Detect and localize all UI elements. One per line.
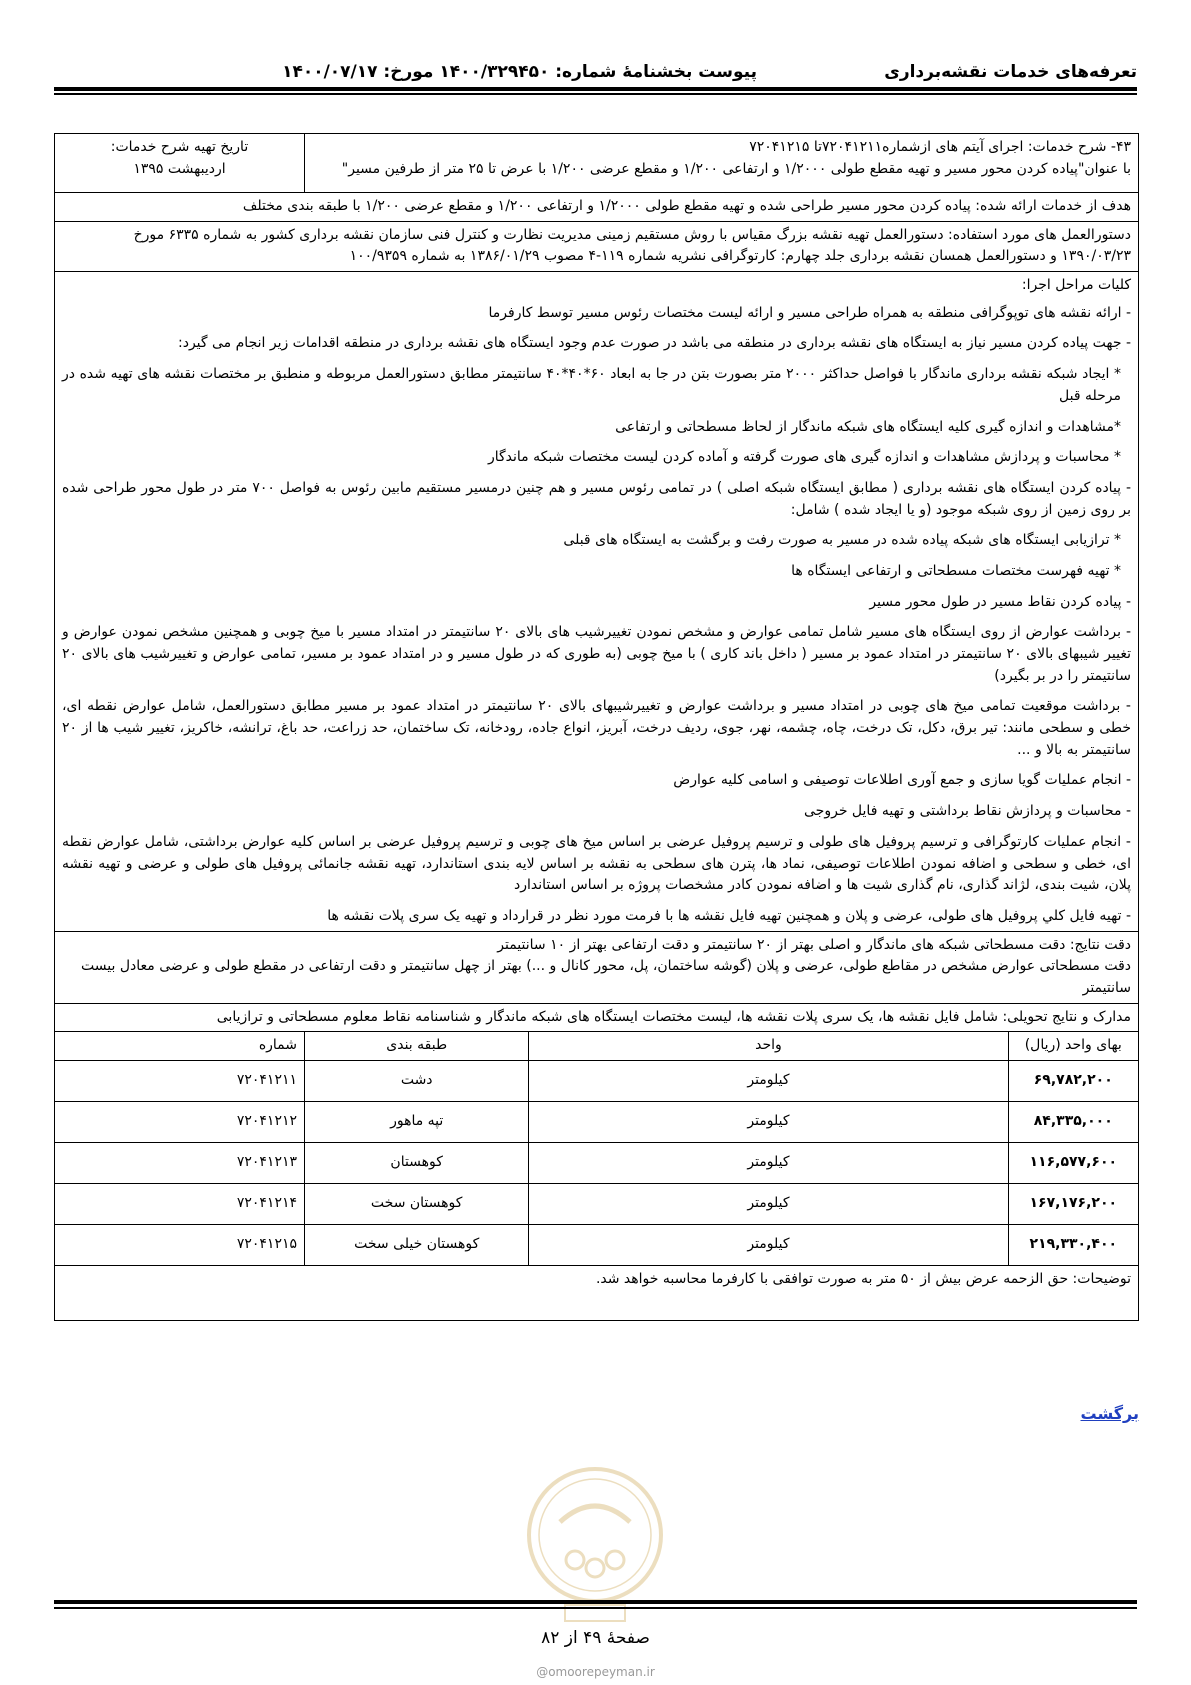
table-row [55,1143,1139,1184]
step-item: * تهیه فهرست مختصات مسطحاتی و ارتفاعی ایستگاه ها [791,562,1121,579]
unit: کیلومتر [529,1061,1008,1102]
rates-header-row [55,1032,1139,1061]
footer-rule-thin [54,1607,1137,1609]
step-item: - انجام عملیات کارتوگرافی و ترسیم پروفیل های طولی و ترسیم پروفیل عرضی بر اساس میخ های چوبی و ترسیم پروفیل عرضی بر اساس کلیه عوارض برداشتی، شامل عوارض نقطه ای، خطی و سطحی و اضافه نمودن اطلاعات توصیفی، نماد ها، پترن های سطحی به نقشه بر اساس لایه بندی استاندارد، تهیه نقشه جانمائی پروفیل های طولی و عرضی و تهیه نقشه پلان، شیت بندی، لژاند گذاری، نام گذاری شیت ها و اضافه نمودن کادر مشخصات پروژه بر اساس استاندارد [62,833,1131,894]
header-rule [54,87,1137,91]
unit: کیلومتر [529,1225,1008,1266]
service-goal: هدف از خدمات ارائه شده: پیاده کردن محور مسیر طراحی شده و تهیه مقطع طولی ۱/۲۰۰۰ و ارتفاعی ۱/۲۰۰ و مقطع عرضی ۱/۲۰۰ با طبقه بندی مختلف [55,193,1139,222]
category: تپه ماهور [305,1102,529,1143]
category: کوهستان [305,1143,529,1184]
header-unit: واحد [529,1032,1008,1061]
table-row [55,1184,1139,1225]
step-item: * ترازیابی ایستگاه های شبکه پیاده شده در مسیر به صورت رفت و برگشت به ایستگاه های قبلی [563,532,1121,549]
notes: توضیحات: حق الزحمه عرض بیش از ۵۰ متر به صورت توافقی با کارفرما محاسبه خواهد شد. [55,1266,1139,1321]
steps-row [55,272,1139,932]
step-item: - جهت پیاده کردن مسیر نیاز به ایستگاه های نقشه برداری در منطقه می باشد در صورت عدم وجود ایستگاه های نقشه برداری در منطقه اقدامات زیر انجام می گیرد: [178,335,1131,352]
step-item: - پیاده کردن ایستگاه های نقشه برداری ( مطابق ایستگاه شبکه اصلی ) در تمامی رئوس مسیر و هم چنین درمسیر مستقیم مابین رئوس به فواصل ۷۰۰ متر در طول محور طراحی شده بر روی زمین از روی شبکه موجود (و یا ایجاد شده ) شامل: [62,479,1131,518]
unit: کیلومتر [529,1184,1008,1225]
header-rule-thin [54,93,1137,95]
step-item: - برداشت موقعیت تمامی میخ های چوبی در امتداد مسیر و برداشت عوارض و تغییرشیبهای بالای ۲۰ سانتیمتر در امتداد عمود بر مسیر مطابق دستورالعمل، شامل عوارض نقطه ای، خطی و سطحی مانند: تیر برق، دکل، تک درخت، چاه، چشمه، نهر، جوی، ردیف درخت، آبریز، انواع جاده، رودخانه، تک ساختمان، حد زراعت، حد باغ، ترانشه، خاکریز، تغییر شیب ها از ۲۰ سانتیمتر به بالا و ... [62,698,1131,758]
service-table [54,133,1139,1321]
step-item: * محاسبات و پردازش مشاهدات و اندازه گیری های صورت گرفته و آماده کردن لیست مختصات شبکه ماندگار [487,449,1121,466]
item-number: ۷۲۰۴۱۲۱۱ [55,1061,305,1102]
unit: کیلومتر [529,1102,1008,1143]
header-number: شماره [55,1032,305,1061]
service-instructions: دستورالعمل های مورد استفاده: دستورالعمل تهیه نقشه بزرگ مقیاس با روش مستقیم زمینی مدیریت نظارت و کنترل فنی سازمان نقشه برداری کشور به شماره ۶۳۳۵ مورخ ۱۳۹۰/۰۳/۲۳ و دستورالعمل همسان نقشه برداری جلد چهارم: کارتوگرافی نشریه شماره ۱۱۹-۴ مصوب ۱۳۸۶/۰۱/۲۹ به شماره ۱۰۰/۹۳۵۹ [55,221,1139,271]
step-item: - پیاده کردن نقاط مسیر در طول محور مسیر [869,593,1131,610]
deliverables: مدارک و نتایج تحویلی: شامل فایل نقشه ها، یک سری پلات نقشه ها، لیست مختصات ایستگاه های شبکه ماندگار و شناسنامه نقاط معلوم مسطحاتی و ترازیابی [55,1003,1139,1032]
back-link[interactable]: برگشت [1080,1404,1139,1423]
step-item: - انجام عملیات گویا سازی و جمع آوری اطلاعات توصیفی و اسامی کلیه عوارض [673,772,1131,789]
unit-price: ۱۶۷,۱۷۶,۲۰۰ [1008,1184,1138,1225]
steps-title: کلیات مراحل اجرا: [1021,277,1131,294]
item-number: ۷۲۰۴۱۲۱۳ [55,1143,305,1184]
execution-steps [55,272,1139,932]
header-price: بهای واحد (ریال) [1008,1032,1138,1061]
step-item: *مشاهدات و اندازه گیری کلیه ایستگاه های شبکه ماندگار از لحاظ مسطحاتی و ارتفاعی [615,418,1121,435]
service-description-row [55,134,1139,193]
step-item: - برداشت عوارض از روی ایستگاه های مسیر شامل تمامی عوارض و مشخص نمودن تغییرشیب های بالای ۲۰ سانتیمتر در امتداد مسیر با میخ چوبی و همچنین مشخص نمودن عوارض و تغییر شیبهای بالای ۲۰ سانتیمتر در امتداد عمود بر مسیر ( داخل باند کاری ) با میخ چوبی (به طوری که در طول مسیر و در امتداد عمود بر مسیر، تمامی عوارض و تغییرشیب های بالای ۲۰ سانتیمتر را در بر بگیرد) [62,624,1131,684]
category: کوهستان خیلی سخت [305,1225,529,1266]
footer-rule [54,1600,1137,1604]
page-header [54,58,1137,88]
circular-reference: پیوست بخشنامهٔ شماره: ۱۴۰۰/۳۲۹۴۵۰ مورخ: ۱۴۰۰/۰۷/۱۷ [282,62,757,82]
category: دشت [305,1061,529,1102]
notes-row [55,1266,1139,1321]
header-category: طبقه بندی [305,1032,529,1061]
item-number: ۷۲۰۴۱۲۱۲ [55,1102,305,1143]
unit-price: ۶۹,۷۸۲,۲۰۰ [1008,1061,1138,1102]
step-item: * ایجاد شبکه نقشه برداری ماندگار با فواصل حداکثر ۲۰۰۰ متر بصورت بتن در جا به ابعاد ۶۰*۴۰*۴۰ سانتیمتر مطابق دستورالعمل مربوطه و منطبق بر مختصات نقشه های تهیه شده در مرحله قبل [62,366,1121,404]
accuracy-row [55,931,1139,1003]
instructions-row [55,221,1139,271]
unit-price: ۲۱۹,۳۳۰,۴۰۰ [1008,1225,1138,1266]
step-item: - محاسبات و پردازش نقاط برداشتی و تهیه فایل خروجی [804,803,1131,820]
table-row [55,1102,1139,1143]
table-row [55,1061,1139,1102]
step-item: - تهیه فایل کلي پروفیل های طولی، عرضی و پلان و همچنین تهیه فایل نقشه ها با فرمت مورد نظر در قرارداد و تهیه یک سری پلات نقشه ها [327,907,1131,924]
item-number: ۷۲۰۴۱۲۱۴ [55,1184,305,1225]
site-watermark: @omoorepeyman.ir [536,1665,655,1679]
unit: کیلومتر [529,1143,1008,1184]
item-number: ۷۲۰۴۱۲۱۵ [55,1225,305,1266]
goal-row [55,193,1139,222]
step-item: - ارائه نقشه های توپوگرافی منطقه به همراه طراحی مسیر و ارائه لیست مختصات رئوس مسیر توسط کارفرما [488,304,1131,321]
deliverables-row [55,1003,1139,1032]
result-accuracy: دقت نتایج: دقت مسطحاتی شبکه های ماندگار و اصلی بهتر از ۲۰ سانتیمتر و دقت ارتفاعی بهتر از ۱۰ سانتیمتر دقت مسطحاتی عوارض مشخص در مقاطع طولی، عرضی و پلان (گوشه ساختمان، پل، محور کانال و ...) بهتر از چهل سانتیمتر و دقت ارتفاعی در مقطع طولی و عرضی معادل بیست سانتیمتر [55,931,1139,1003]
company-seal-icon [520,1460,670,1630]
page-number: صفحهٔ ۴۹ از ۸۲ [541,1628,650,1648]
unit-price: ۸۴,۳۳۵,۰۰۰ [1008,1102,1138,1143]
service-date: تاریخ تهیه شرح خدمات: اردیبهشت ۱۳۹۵ [55,134,305,193]
category: کوهستان سخت [305,1184,529,1225]
unit-price: ۱۱۶,۵۷۷,۶۰۰ [1008,1143,1138,1184]
doc-title: تعرفه‌های خدمات نقشه‌برداری [884,62,1137,82]
service-description: ۴۳- شرح خدمات: اجرای آیتم های ازشماره۷۲۰۴۱۲۱۱تا ۷۲۰۴۱۲۱۵ با عنوان"پیاده کردن محور مسیر و تهیه مقطع طولی ۱/۲۰۰۰ و ارتفاعی ۱/۲۰۰ و مقطع عرضی ۱/۲۰۰ با عرض تا ۲۵ متر از طرفین مسیر" [305,134,1139,193]
table-row [55,1225,1139,1266]
